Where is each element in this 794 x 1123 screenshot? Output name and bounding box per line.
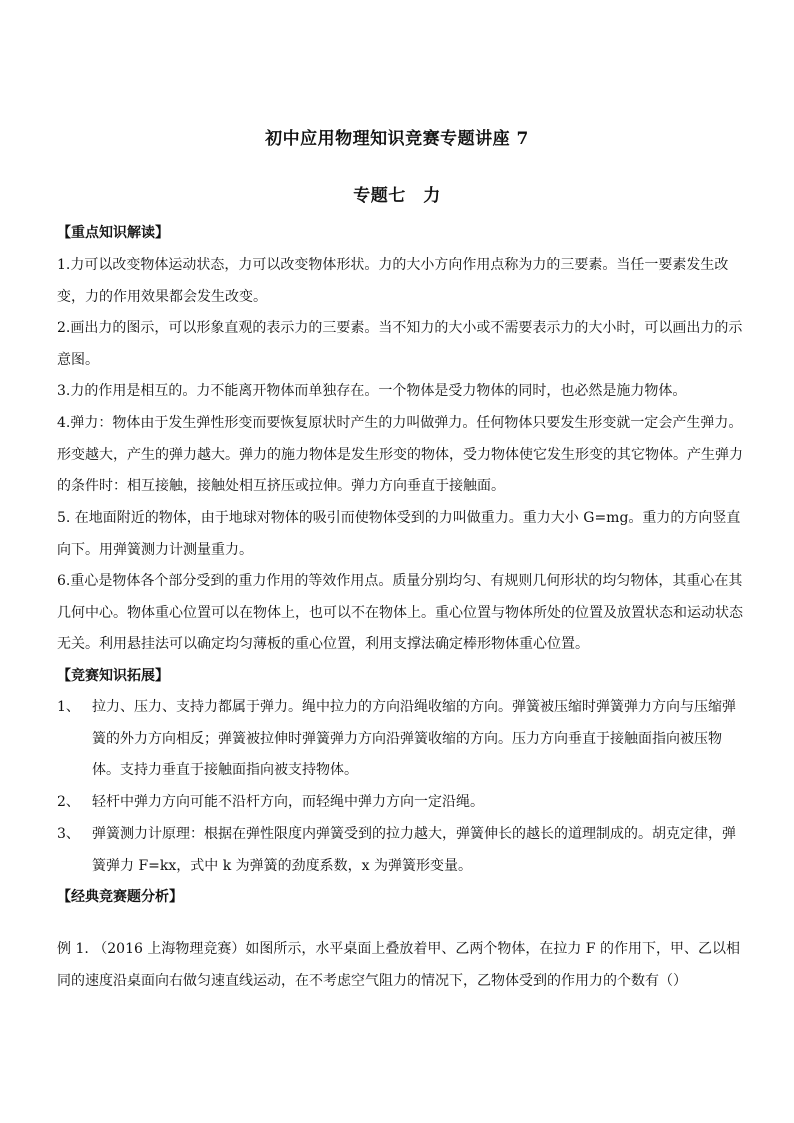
knowledge-point-1: 1.力可以改变物体运动状态，力可以改变物体形状。力的大小方向作用点称为力的三要素。当任一要素发生改变，力的作用效果都会发生改变。 bbox=[57, 257, 729, 305]
knowledge-point-4: 4.弹力：物体由于发生弹性形变而要恢复原状时产生的力叫做弹力。任何物体只要发生形变就一定会产生弹力。形变越大，产生的弹力越大。弹力的施力物体是发生形变的物体，受力物体使它发生形变的其它物体。产生弹力的条件时：相互接触，接触处相互挤压或拉伸。弹力方向垂直于接触面。 bbox=[57, 415, 743, 494]
extension-number: 1、 bbox=[57, 699, 80, 715]
extension-text: 弹簧测力计原理：根据在弹性限度内弹簧受到的拉力越大，弹簧伸长的越长的道理制成的。胡克定律，弹簧弹力 F=kx，式中 k 为弹簧的劲度系数，x 为弹簧形变量。 bbox=[92, 826, 736, 874]
extension-number: 2、 bbox=[57, 794, 80, 810]
extension-item-1 bbox=[57, 692, 747, 787]
section-heading-classic-problems: 【经典竞赛题分析】 bbox=[57, 889, 183, 905]
extension-number: 3、 bbox=[57, 826, 80, 842]
extension-item-3 bbox=[57, 819, 747, 882]
extension-text: 拉力、压力、支持力都属于弹力。绳中拉力的方向沿绳收缩的方向。弹簧被压缩时弹簧弹力方向与压缩弹簧的外力方向相反；弹簧被拉伸时弹簧弹力方向沿弹簧收缩的方向。压力方向垂直于接触面指向被压物体。支持力垂直于接触面指向被支持物体。 bbox=[92, 699, 736, 778]
knowledge-point-3: 3.力的作用是相互的。力不能离开物体而单独存在。一个物体是受力物体的同时，也必然是施力物体。 bbox=[57, 383, 687, 399]
document-title: 初中应用物理知识竞赛专题讲座 7 bbox=[265, 129, 529, 149]
section-heading-extension: 【竞赛知识拓展】 bbox=[57, 668, 169, 684]
section-heading-key-knowledge: 【重点知识解读】 bbox=[57, 225, 169, 241]
example-1: 例 1. （2016 上海物理竞赛）如图所示，水平桌面上叠放着甲、乙两个物体，在拉力 F 的作用下，甲、乙以相同的速度沿桌面向右做匀速直线运动，在不考虑空气阻力的情况下，乙物体受到的作用力的个数有（） bbox=[57, 941, 740, 989]
knowledge-point-5: 5. 在地面附近的物体，由于地球对物体的吸引而使物体受到的力叫做重力。重力大小 G=mg。重力的方向竖直向下。用弹簧测力计测量重力。 bbox=[57, 510, 741, 558]
knowledge-point-2: 2.画出力的图示，可以形象直观的表示力的三要素。当不知力的大小或不需要表示力的大小时，可以画出力的示意图。 bbox=[57, 320, 743, 368]
extension-text: 轻杆中弹力方向可能不沿杆方向，而轻绳中弹力方向一定沿绳。 bbox=[92, 794, 484, 810]
document-subtitle: 专题七 力 bbox=[353, 186, 441, 206]
extension-item-2 bbox=[57, 787, 747, 819]
knowledge-point-6: 6.重心是物体各个部分受到的重力作用的等效作用点。质量分别均匀、有规则几何形状的均匀物体，其重心在其几何中心。物体重心位置可以在物体上，也可以不在物体上。重心位置与物体所处的位置及放置状态和运动状态无关。利用悬挂法可以确定均匀薄板的重心位置，利用支撑法确定棒形物体重心位置。 bbox=[57, 573, 743, 652]
